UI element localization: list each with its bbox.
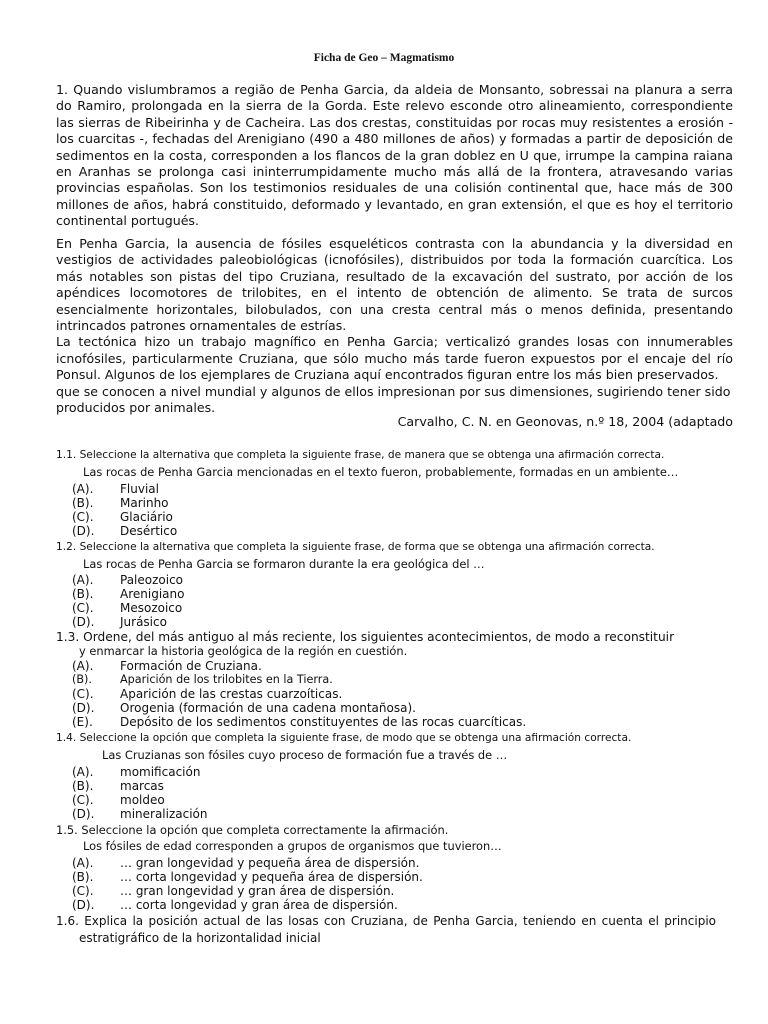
option-text: Aparición de los trilobites en la Tierra. (120, 673, 333, 686)
question-1-4-stem: Las Cruzianas son fósiles cuyo proceso de formación fue a través de … (102, 748, 508, 762)
option-letter: (B). (72, 587, 94, 601)
option-text: Depósito de los sedimentos constituyentes de las rocas cuarcíticas. (120, 715, 527, 729)
document-title: Ficha de Geo – Magmatismo (313, 52, 455, 64)
option-letter: (B). (72, 870, 94, 884)
option-1-1-b (72, 496, 169, 510)
question-1-2-prompt: 1.2. Seleccione la alternativa que completa la siguiente frase, de forma que se obtenga una afirmación correcta. (56, 541, 655, 553)
question-1-3-prompt: 1.3. Ordene, del más antiguo al más reciente, los siguientes acontecimientos, de modo a reconstituir (56, 630, 675, 644)
option-text: Fluvial (120, 482, 159, 496)
passage-paragraph-2 (56, 236, 733, 416)
option-letter: (C). (72, 687, 94, 701)
option-text: Mesozoico (120, 601, 183, 615)
option-text: Desértico (120, 524, 178, 538)
option-letter: (C). (72, 601, 94, 615)
passage-text: que se conocen a nivel mundial y algunos de ellos impresionan por sus dimensiones, sugiriendo tener sido producidos por animales. (56, 383, 731, 416)
passage-paragraph-1 (56, 82, 733, 230)
option-letter: (A). (72, 765, 94, 779)
option-text: … corta longevidad y gran área de dispersión. (120, 898, 398, 912)
option-1-4-b (72, 779, 164, 793)
question-1-6-prompt: 1.6. Explica la posición actual de las losas con Cruziana, de Penha Garcia, teniendo en cuenta el principio (56, 914, 716, 928)
option-letter: (B). (72, 496, 94, 510)
option-letter: (D). (72, 807, 95, 821)
option-1-3-b (72, 673, 333, 687)
option-1-2-d (72, 615, 167, 629)
option-1-5-b (72, 870, 423, 884)
option-1-1-d (72, 524, 177, 538)
option-1-3-c (72, 687, 342, 701)
question-1-3-prompt-cont: y enmarcar la historia geológica de la región en cuestión. (79, 644, 408, 658)
option-text: marcas (120, 779, 164, 793)
option-1-4-a (72, 765, 200, 779)
option-letter: (D). (72, 898, 95, 912)
option-1-2-a (72, 573, 183, 587)
option-1-5-a (72, 856, 419, 870)
option-text: Jurásico (120, 615, 167, 629)
option-letter: (C). (72, 793, 94, 807)
question-1-2-stem: Las rocas de Penha Garcia se formaron durante la era geológica del … (83, 557, 485, 571)
option-text: Aparición de las crestas cuarzoíticas. (120, 687, 343, 701)
option-1-3-e (72, 715, 526, 729)
option-text: Orogenia (formación de una cadena montañosa). (120, 701, 416, 715)
question-1-6-prompt-cont: estratigráfico de la horizontalidad inicial (79, 931, 321, 945)
option-1-3-a (72, 659, 262, 673)
question-1-1-stem: Las rocas de Penha Garcia mencionadas en el texto fueron, probablemente, formadas en un ambiente… (83, 465, 679, 479)
option-text: … corta longevidad y pequeña área de dispersión. (120, 870, 423, 884)
option-letter: (C). (72, 510, 94, 524)
option-text: … gran longevidad y gran área de dispersión. (120, 884, 395, 898)
question-1-1-prompt: 1.1. Seleccione la alternativa que completa la siguiente frase, de manera que se obtenga una afirmación correcta. (56, 449, 665, 461)
passage-text: 1. Quando vislumbramos a região de Penha Garcia, da aldeia de Monsanto, sobressai na planura a serra do Ramiro, prolongada en la sierra de la Gorda. Este relevo esconde otro alineamiento, correspondiente las sierras de Ribeirinha y de Cacheira. Las dos crestas, constituidas por rocas muy resistentes a erosión - los cuarcitas -, fechadas del Arenigiano (490 a 480 millones de años) y formadas a partir de deposición de sedimentos en la costa, corresponden a los flancos de la gran doblez en U que, irrumpe la campina raiana en Aranhas se prolonga casi ininterrumpidamente mucho más allá de la frontera, atravesando varias provincias españolas. Son los testimonios residuales de una colisión continental que, hace más de 300 millones de años, habrá constituido, deformado y levantado, en gran extensión, el que es hoy el territorio continental portugués. (56, 82, 733, 229)
option-text: Glaciário (120, 510, 173, 524)
option-letter: (D). (72, 524, 95, 538)
option-letter: (A). (72, 573, 94, 587)
option-1-5-d (72, 898, 398, 912)
option-letter: (A). (72, 856, 94, 870)
passage-text: En Penha Garcia, la ausencia de fósiles esqueléticos contrasta con la abundancia y la diversidad en vestigios de actividades paleobiológicas (icnofósiles), distribuidos por toda la formación cuarcítica. Los más notables son pistas del tipo Cruziana, resultado de la excavación del sustrato, por acción de los apéndices locomotores de trilobites, en el intento de obtención de alimento. Se trata de surcos esencialmente horizontales, bilobulados, con una cresta central más o menos definida, presentando intrincados patrones ornamentales de estrías. (56, 236, 733, 334)
option-letter: (E). (72, 715, 93, 729)
option-1-1-a (72, 482, 159, 496)
option-letter: (A). (72, 482, 94, 496)
option-letter: (B). (72, 779, 94, 793)
option-letter: (B). (72, 673, 92, 686)
option-1-2-c (72, 601, 182, 615)
question-1-4-prompt: 1.4. Seleccione la opción que completa la siguiente frase, de modo que se obtenga una afirmación correcta. (56, 732, 632, 744)
option-letter: (A). (72, 659, 94, 673)
option-letter: (D). (72, 701, 95, 715)
option-text: … gran longevidad y pequeña área de dispersión. (120, 856, 420, 870)
option-text: moldeo (120, 793, 165, 807)
option-1-3-d (72, 701, 416, 715)
option-1-4-d (72, 807, 208, 821)
option-1-5-c (72, 884, 394, 898)
option-1-2-b (72, 587, 184, 601)
option-text: Paleozoico (120, 573, 184, 587)
citation: Carvalho, C. N. en Geonovas, n.º 18, 2004 (adaptado (397, 414, 733, 429)
question-1-5-prompt: 1.5. Seleccione la opción que completa correctamente la afirmación. (56, 823, 449, 837)
option-text: Marinho (120, 496, 169, 510)
passage-text: La tectónica hizo un trabajo magnífico en Penha Garcia; verticalizó grandes losas con innumerables icnofósiles, particularmente Cruziana, que sólo mucho más tarde fueron expuestos por el encaje del río Ponsul. Algunos de los ejemplares de Cruziana aquí encontrados figuran entre los más bien preservados. (56, 334, 733, 383)
option-letter: (C). (72, 884, 94, 898)
option-letter: (D). (72, 615, 95, 629)
question-1-5-stem: Los fósiles de edad corresponden a grupos de organismos que tuvieron… (83, 839, 502, 853)
option-text: Arenigiano (120, 587, 185, 601)
option-text: momificación (120, 765, 201, 779)
option-text: Formación de Cruziana. (120, 659, 262, 673)
option-1-4-c (72, 793, 165, 807)
option-1-1-c (72, 510, 173, 524)
option-text: mineralización (120, 807, 208, 821)
